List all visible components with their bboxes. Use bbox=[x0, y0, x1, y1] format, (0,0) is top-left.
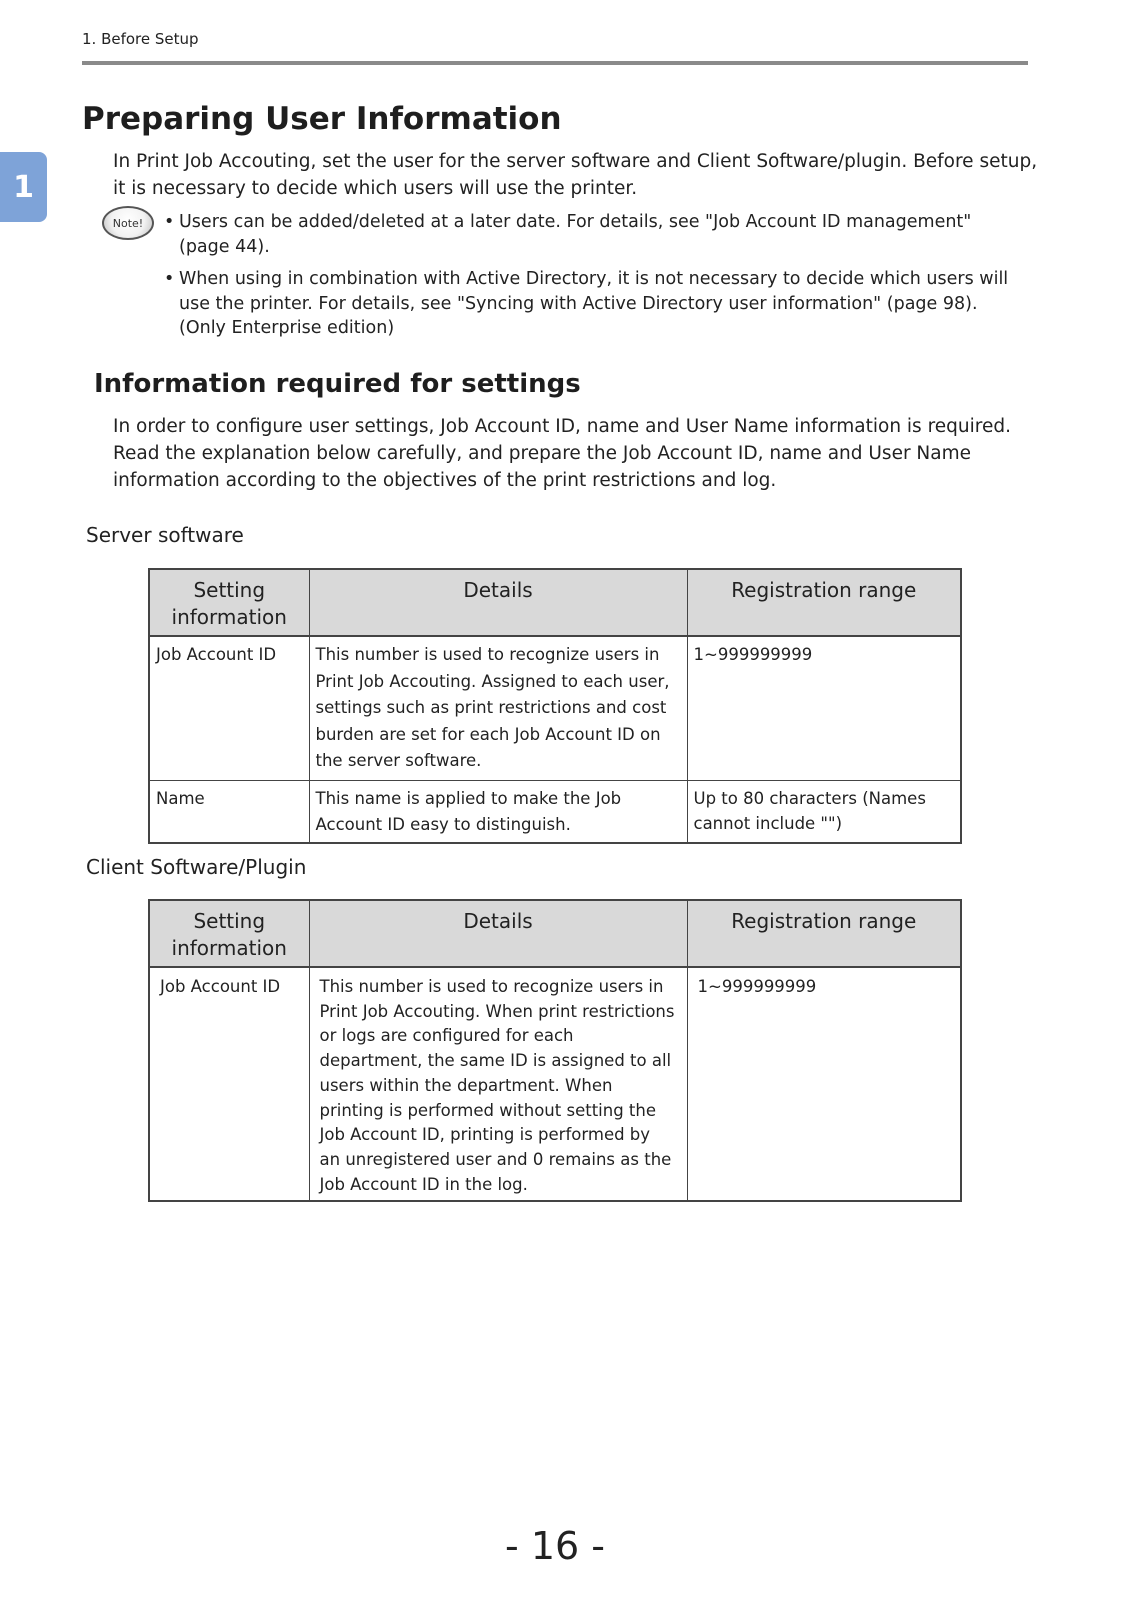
table-row bbox=[149, 636, 961, 780]
table-row bbox=[149, 967, 961, 1201]
column-header: Details bbox=[309, 569, 687, 636]
note-icon bbox=[102, 206, 154, 240]
chapter-tab[interactable]: 1 bbox=[0, 152, 47, 222]
section-paragraph: In order to configure user settings, Job Account ID, name and User Name information is required. bbox=[113, 416, 1011, 437]
column-header: Details bbox=[309, 900, 687, 967]
table-cell: Up to 80 characters (Names cannot include "") bbox=[687, 780, 961, 843]
table-row bbox=[149, 780, 961, 843]
intro-paragraph: In Print Job Accouting, set the user for the server software and Client Software/plugin. Before setup, it is necessary to decide which users will use the printer. bbox=[113, 151, 1038, 199]
section-body bbox=[113, 413, 1043, 494]
table-cell: 1~999999999 bbox=[687, 967, 961, 1201]
table-cell: 1~999999999 bbox=[687, 636, 961, 780]
table-cell: This number is used to recognize users in Print Job Accouting. When print restrictions or logs are configured for each department, the same ID is assigned to all users within the department. When printing is performed without setting the Job Account ID, printing is performed by an unregistered user and 0 remains as the Job Account ID in the log. bbox=[309, 967, 687, 1201]
running-header: 1. Before Setup bbox=[82, 30, 199, 48]
table-cell: Job Account ID bbox=[149, 636, 309, 780]
table-header-row bbox=[149, 900, 961, 967]
table-cell: Name bbox=[149, 780, 309, 843]
table-cell: This name is applied to make the Job Account ID easy to distinguish. bbox=[309, 780, 687, 843]
client-settings-table bbox=[148, 899, 962, 1202]
note-item: • Users can be added/deleted at a later date. For details, see "Job Account ID management" (page 44). bbox=[164, 210, 1024, 259]
table-header-row bbox=[149, 569, 961, 636]
page-title: Preparing User Information bbox=[82, 101, 562, 137]
header-rule bbox=[82, 61, 1028, 65]
column-header: Registration range bbox=[687, 569, 961, 636]
note-item: • When using in combination with Active Directory, it is not necessary to decide which users will use the printer. For details, see "Syncing with Active Directory user information" (page 98). (Only Enterprise edition) bbox=[164, 267, 1024, 341]
note-list bbox=[164, 210, 1024, 349]
table-cell: This number is used to recognize users in Print Job Accouting. Assigned to each user, settings such as print restrictions and cost burden are set for each Job Account ID on the server software. bbox=[309, 636, 687, 780]
column-header: Setting information bbox=[149, 569, 309, 636]
note-icon-label: Note! bbox=[112, 216, 144, 230]
section-title: Information required for settings bbox=[94, 369, 581, 399]
client-table-caption: Client Software/Plugin bbox=[86, 855, 307, 879]
server-table-caption: Server software bbox=[86, 523, 244, 547]
table-cell: Job Account ID bbox=[149, 967, 309, 1201]
page-number: - 16 - bbox=[505, 1524, 605, 1568]
server-settings-table bbox=[148, 568, 962, 844]
column-header: Setting information bbox=[149, 900, 309, 967]
column-header: Registration range bbox=[687, 900, 961, 967]
section-paragraph: Read the explanation below carefully, and prepare the Job Account ID, name and User Name information according to the objectives of the print restrictions and log. bbox=[113, 443, 972, 491]
